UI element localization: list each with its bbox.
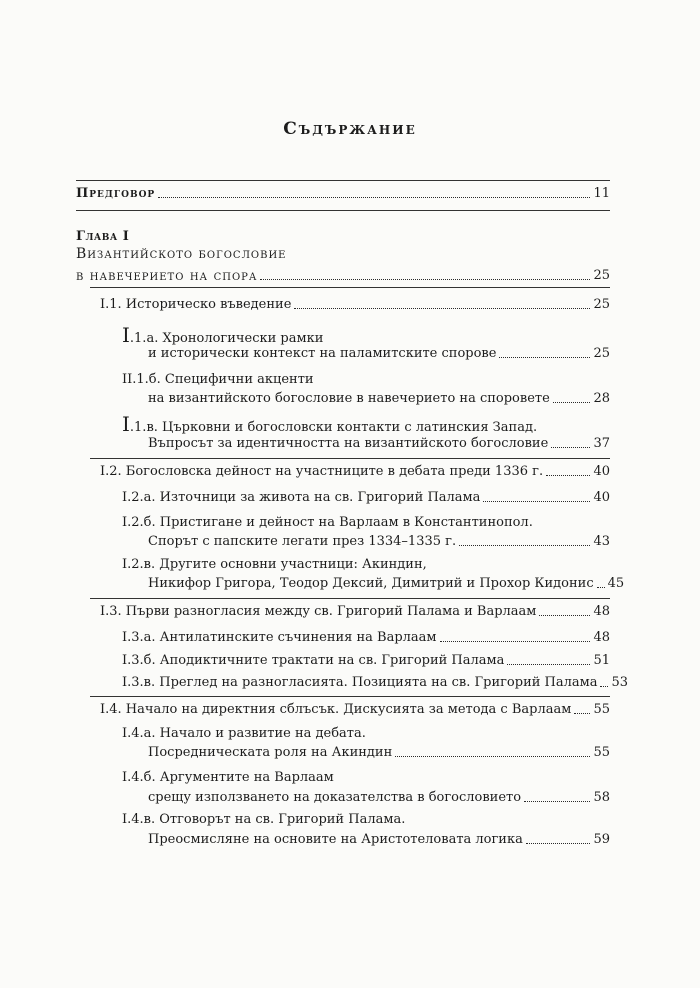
- toc-entry-label: I.2.а. Източници за живота на св. Григорий Палама: [122, 490, 481, 505]
- dot-leader: [440, 641, 591, 642]
- toc-entry-4: [100, 702, 610, 718]
- page-number: 11: [593, 186, 610, 201]
- page-number: 48: [593, 604, 610, 619]
- toc-entry-3a: [122, 630, 610, 646]
- toc-entry-1c: [148, 436, 610, 452]
- toc-entry-label: на византийското богословие в навечерието на споровете: [148, 391, 550, 406]
- page-number: 40: [593, 464, 610, 479]
- dot-leader: [524, 801, 590, 802]
- initial-letter: I: [122, 412, 130, 436]
- toc-entry-4c: [148, 832, 610, 848]
- dot-leader: [260, 279, 590, 280]
- toc-entry-4a: [148, 745, 610, 761]
- chapter-title-line2: в навечерието на спора: [76, 268, 258, 284]
- toc-entry-label: I.1. Историческо въведение: [100, 297, 292, 312]
- initial-letter: I: [122, 323, 130, 347]
- dot-leader: [553, 402, 591, 403]
- divider: [90, 458, 610, 459]
- toc-entry-label: и исторически контекст на паламитските спорове: [148, 346, 497, 361]
- divider: [90, 696, 610, 697]
- dot-leader: [158, 197, 590, 198]
- toc-entry-2: [100, 464, 610, 480]
- page-number: 45: [607, 576, 625, 591]
- page-number: 58: [593, 790, 610, 805]
- dot-leader: [483, 501, 590, 502]
- toc-entry-label: .1.а. Хронологически рамки: [129, 331, 324, 346]
- dot-leader: [294, 308, 590, 309]
- toc-entry-1b-line1: II.1.б. Специфични акценти: [122, 372, 314, 387]
- page-number: 51: [593, 653, 610, 668]
- toc-entry-label: Никифор Григора, Теодор Дексий, Димитрий и Прохор Кидонис: [148, 576, 594, 591]
- toc-entry-label: Преосмисляне на основите на Аристотеловата логика: [148, 832, 523, 847]
- toc-entry-3c: [122, 675, 629, 691]
- page-number: 59: [593, 832, 610, 847]
- dot-leader: [499, 357, 590, 358]
- page-number: 43: [593, 534, 610, 549]
- dot-leader: [574, 713, 590, 714]
- toc-entry-4c-line1: I.4.в. Отговорът на св. Григорий Палама.: [122, 812, 406, 827]
- page-number: 37: [593, 436, 610, 451]
- page-number: 55: [593, 745, 610, 760]
- toc-entry-3b: [122, 653, 610, 669]
- page-number: 53: [611, 675, 629, 690]
- divider: [90, 598, 610, 599]
- toc-entry-1a-line1: [122, 323, 324, 348]
- page-number: 55: [593, 702, 610, 717]
- dot-leader: [597, 587, 605, 588]
- divider: [76, 180, 610, 181]
- dot-leader: [539, 615, 590, 616]
- toc-entry-4b-line1: I.4.б. Аргументите на Варлаам: [122, 770, 334, 785]
- chapter-label: Глава I: [76, 229, 130, 244]
- toc-entry-label: I.3.в. Преглед на разногласията. Позицията на св. Григорий Палама: [122, 675, 598, 690]
- toc-entry-label: I.3. Първи разногласия между св. Григорий Палама и Варлаам: [100, 604, 537, 619]
- toc-entry-label: I.3.а. Антилатинските съчинения на Варлаам: [122, 630, 437, 645]
- page-title: Съдържание: [283, 119, 417, 139]
- dot-leader: [526, 843, 591, 844]
- toc-entry-1a: [148, 346, 610, 362]
- toc-entry-4b: [148, 790, 610, 806]
- toc-entry-1b: [148, 391, 610, 407]
- divider: [76, 210, 610, 211]
- toc-entry-2c-line1: I.2.в. Другите основни участници: Акиндин,: [122, 557, 427, 572]
- dot-leader: [546, 475, 590, 476]
- toc-entry-2b-line1: I.2.б. Пристигане и дейност на Варлаам в Константинопол.: [122, 515, 533, 530]
- toc-entry-2b: [148, 534, 610, 550]
- divider: [90, 287, 610, 288]
- toc-entry-chapter: [76, 268, 610, 284]
- page-number: 28: [593, 391, 610, 406]
- toc-entry-label: Въпросът за идентичността на византийското богословие: [148, 436, 549, 451]
- toc-entry-4a-line1: I.4.а. Начало и развитие на дебата.: [122, 726, 366, 741]
- toc-entry-1c-line1: [122, 412, 538, 437]
- page-number: 25: [593, 346, 610, 361]
- page-number: 25: [593, 297, 610, 312]
- toc-entry-label: I.4. Начало на директния сблъсък. Дискусията за метода с Варлаам: [100, 702, 572, 717]
- dot-leader: [551, 447, 590, 448]
- dot-leader: [459, 545, 590, 546]
- toc-entry-label: Спорът с папските легати през 1334–1335 г.: [148, 534, 457, 549]
- toc-entry-1: [100, 297, 610, 313]
- page-number: 48: [593, 630, 610, 645]
- dot-leader: [507, 664, 590, 665]
- dot-leader: [600, 686, 608, 687]
- toc-entry-3: [100, 604, 610, 620]
- toc-entry-label: срещу използването на доказателства в богословието: [148, 790, 522, 805]
- toc-entry-2c: [148, 576, 625, 592]
- page-number: 40: [593, 490, 610, 505]
- toc-entry-label: I.2. Богословска дейност на участниците в дебата преди 1336 г.: [100, 464, 544, 479]
- toc-entry-label: Посредническата роля на Акиндин: [148, 745, 393, 760]
- toc-entry-2a: [122, 490, 610, 506]
- toc-entry-label: Предговор: [76, 186, 156, 201]
- page-number: 25: [593, 268, 610, 283]
- dot-leader: [395, 756, 590, 757]
- toc-entry-label: I.3.б. Аподиктичните трактати на св. Григорий Палама: [122, 653, 505, 668]
- chapter-title-line1: Византийското богословие: [76, 246, 287, 262]
- toc-entry-preface: [76, 186, 610, 202]
- toc-entry-label: .1.в. Църковни и богословски контакти с латинския Запад.: [129, 420, 538, 435]
